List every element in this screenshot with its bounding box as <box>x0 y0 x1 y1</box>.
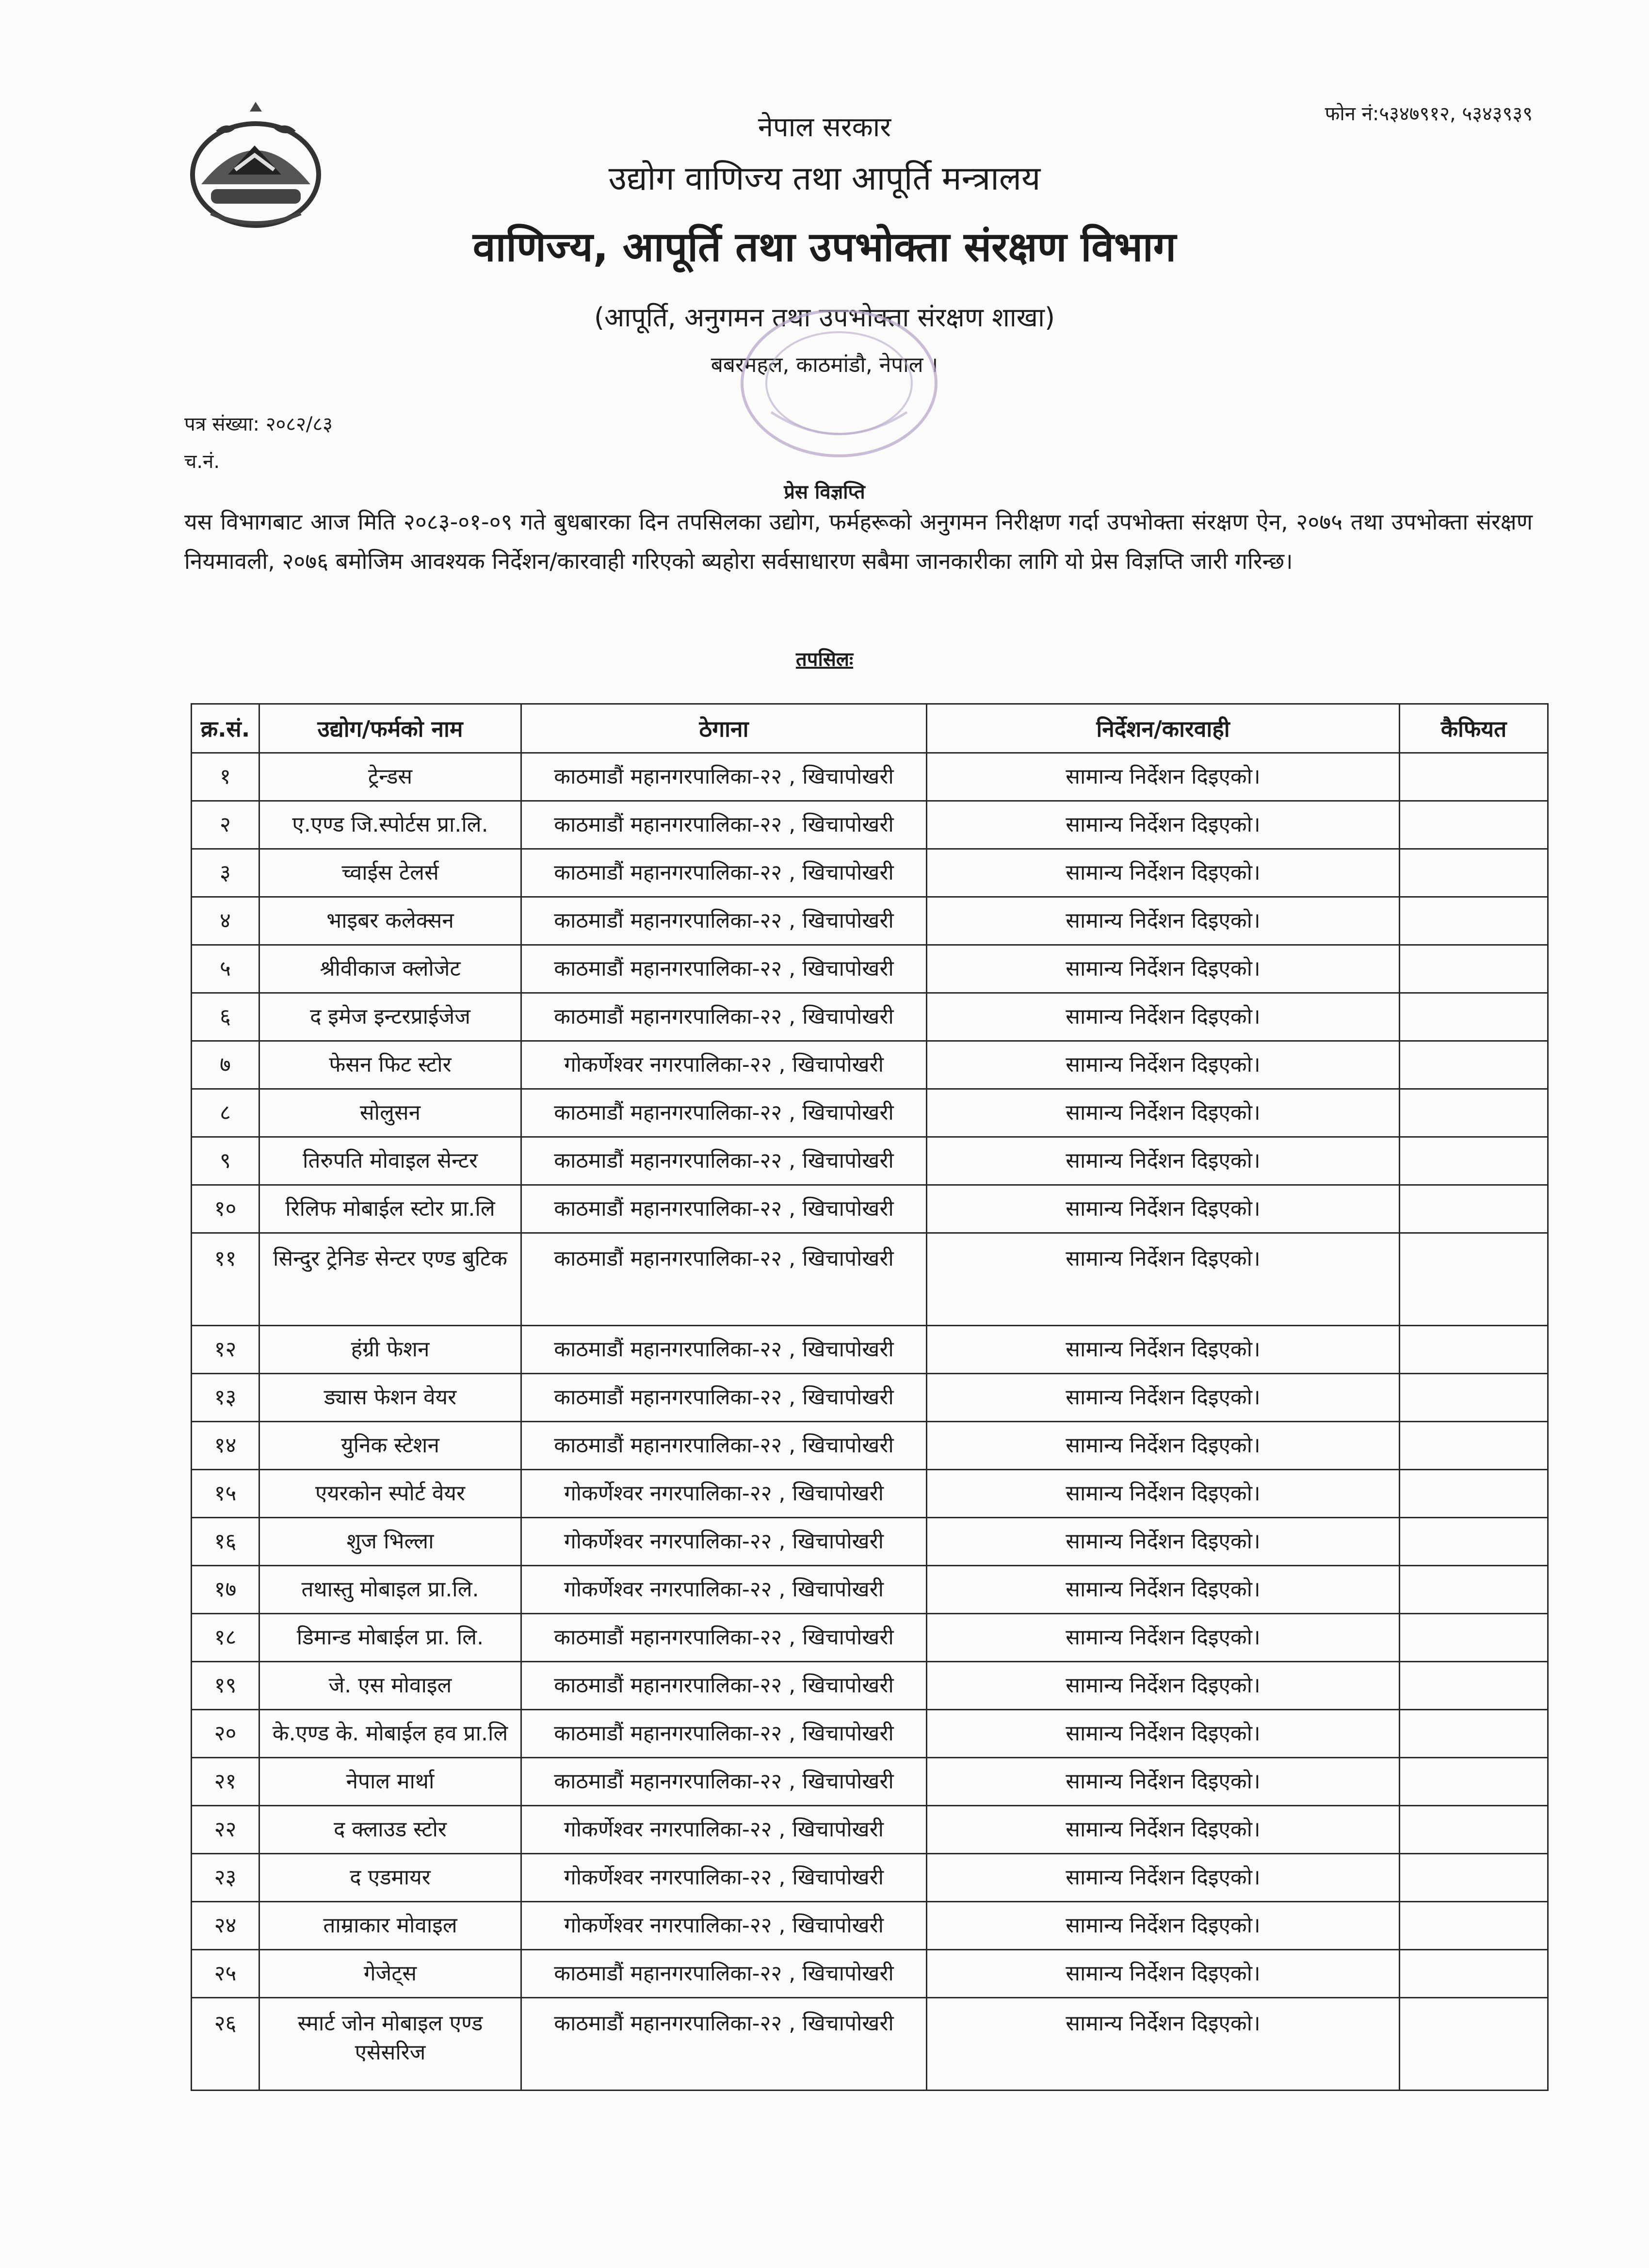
cell-firm-name: शुज भिल्ला <box>259 1518 521 1566</box>
cell-address: काठमाडौं महानगरपालिका-२२ , खिचापोखरी <box>521 1710 927 1758</box>
table-row <box>192 753 1548 801</box>
cell-firm-name: द क्लाउड स्टोर <box>259 1806 521 1854</box>
header-address: ठेगाना <box>521 704 927 753</box>
cell-firm-name: रिलिफ मोबाईल स्टोर प्रा.लि <box>259 1185 521 1233</box>
cell-remarks <box>1400 1041 1548 1089</box>
cell-serial: १७ <box>192 1566 259 1614</box>
table-row <box>192 1089 1548 1137</box>
cell-address: काठमाडौं महानगरपालिका-२२ , खिचापोखरी <box>521 1137 927 1185</box>
cell-remarks <box>1400 945 1548 993</box>
cell-serial: ८ <box>192 1089 259 1137</box>
table-row <box>192 1950 1548 1998</box>
table-row <box>192 897 1548 945</box>
cell-serial: २३ <box>192 1854 259 1902</box>
cell-action: सामान्य निर्देशन दिइएको। <box>927 1662 1400 1710</box>
cell-firm-name: ट्रेन्डस <box>259 753 521 801</box>
cell-action: सामान्य निर्देशन दिइएको। <box>927 753 1400 801</box>
cell-serial: २ <box>192 801 259 849</box>
table-header-row <box>192 704 1548 753</box>
cell-serial: ९ <box>192 1137 259 1185</box>
cell-remarks <box>1400 1758 1548 1806</box>
cell-firm-name: द एडमायर <box>259 1854 521 1902</box>
cell-firm-name: एयरकोन स्पोर्ट वेयर <box>259 1470 521 1518</box>
cell-remarks <box>1400 753 1548 801</box>
cell-action: सामान्य निर्देशन दिइएको। <box>927 1326 1400 1374</box>
cell-serial: २६ <box>192 1998 259 2091</box>
table-row <box>192 945 1548 993</box>
cell-address: काठमाडौं महानगरपालिका-२२ , खिचापोखरी <box>521 1950 927 1998</box>
cell-serial: १८ <box>192 1614 259 1662</box>
cell-firm-name: ड्यास फेशन वेयर <box>259 1374 521 1422</box>
schedule-heading: तपसिलः <box>795 648 854 671</box>
cell-firm-name: सोलुसन <box>259 1089 521 1137</box>
government-name: नेपाल सरकार <box>758 112 891 143</box>
cell-action: सामान्य निर्देशन दिइएको। <box>927 945 1400 993</box>
table-row <box>192 1566 1548 1614</box>
cell-action: सामान्य निर्देशन दिइएको। <box>927 1902 1400 1950</box>
cell-remarks <box>1400 1998 1548 2091</box>
ministry-name: उद्योग वाणिज्य तथा आपूर्ति मन्त्रालय <box>608 160 1041 198</box>
cell-remarks <box>1400 849 1548 897</box>
office-location: बबरमहल, काठमांडौ, नेपाल । <box>711 353 938 377</box>
cell-address: गोकर्णेश्वर नगरपालिका-२२ , खिचापोखरी <box>521 1518 927 1566</box>
cell-action: सामान्य निर्देशन दिइएको। <box>927 1233 1400 1326</box>
cell-firm-name: सिन्दुर ट्रेनिङ सेन्टर एण्ड बुटिक <box>259 1233 521 1326</box>
table-row <box>192 1518 1548 1566</box>
cell-address: काठमाडौं महानगरपालिका-२२ , खिचापोखरी <box>521 993 927 1041</box>
cell-serial: ११ <box>192 1233 259 1326</box>
cell-action: सामान्य निर्देशन दिइएको। <box>927 1950 1400 1998</box>
cell-serial: ६ <box>192 993 259 1041</box>
cell-address: गोकर्णेश्वर नगरपालिका-२२ , खिचापोखरी <box>521 1806 927 1854</box>
cell-remarks <box>1400 1518 1548 1566</box>
cell-firm-name: ए.एण्ड जि.स्पोर्टस प्रा.लि. <box>259 801 521 849</box>
cell-remarks <box>1400 1089 1548 1137</box>
cell-action: सामान्य निर्देशन दिइएको। <box>927 849 1400 897</box>
cell-address: काठमाडौं महानगरपालिका-२२ , खिचापोखरी <box>521 1758 927 1806</box>
cell-action: सामान्य निर्देशन दिइएको। <box>927 1374 1400 1422</box>
cell-remarks <box>1400 1326 1548 1374</box>
cell-remarks <box>1400 1902 1548 1950</box>
cell-action: सामान्य निर्देशन दिइएको। <box>927 1758 1400 1806</box>
cell-action: सामान्य निर्देशन दिइएको। <box>927 1566 1400 1614</box>
cell-action: सामान्य निर्देशन दिइएको। <box>927 993 1400 1041</box>
table-row <box>192 993 1548 1041</box>
cell-address: काठमाडौं महानगरपालिका-२२ , खिचापोखरी <box>521 849 927 897</box>
phone-number: फोन नं:५३४७९१२, ५३४३९३९ <box>1325 103 1533 125</box>
table-row <box>192 1326 1548 1374</box>
table-row <box>192 1374 1548 1422</box>
cell-serial: १२ <box>192 1326 259 1374</box>
cell-firm-name: श्रीवीकाज क्लोजेट <box>259 945 521 993</box>
cell-action: सामान्य निर्देशन दिइएको। <box>927 1470 1400 1518</box>
cell-action: सामान्य निर्देशन दिइएको। <box>927 1518 1400 1566</box>
cell-remarks <box>1400 1422 1548 1470</box>
table-row <box>192 1806 1548 1854</box>
department-name: वाणिज्य, आपूर्ति तथा उपभोक्ता संरक्षण विभाग <box>472 223 1177 271</box>
table-row <box>192 1998 1548 2091</box>
cell-address: गोकर्णेश्वर नगरपालिका-२२ , खिचापोखरी <box>521 1041 927 1089</box>
government-emblem-icon <box>182 102 330 240</box>
cell-firm-name: के.एण्ड के. मोबाईल हव प्रा.लि <box>259 1710 521 1758</box>
table-row <box>192 1137 1548 1185</box>
cell-remarks <box>1400 1614 1548 1662</box>
cell-address: गोकर्णेश्वर नगरपालिका-२२ , खिचापोखरी <box>521 1566 927 1614</box>
cell-address: काठमाडौं महानगरपालिका-२२ , खिचापोखरी <box>521 1089 927 1137</box>
cell-firm-name: फेसन फिट स्टोर <box>259 1041 521 1089</box>
cell-address: गोकर्णेश्वर नगरपालिका-२२ , खिचापोखरी <box>521 1470 927 1518</box>
cell-remarks <box>1400 1950 1548 1998</box>
table-row <box>192 1470 1548 1518</box>
cell-serial: १९ <box>192 1662 259 1710</box>
cell-address: काठमाडौं महानगरपालिका-२२ , खिचापोखरी <box>521 1233 927 1326</box>
cell-firm-name: तिरुपति मोवाइल सेन्टर <box>259 1137 521 1185</box>
branch-name: (आपूर्ति, अनुगमन तथा उपभोक्ता संरक्षण शाखा) <box>594 302 1055 333</box>
cell-firm-name: द इमेज इन्टरप्राईजेज <box>259 993 521 1041</box>
cell-remarks <box>1400 1233 1548 1326</box>
cell-action: सामान्य निर्देशन दिइएको। <box>927 1185 1400 1233</box>
cell-serial: ५ <box>192 945 259 993</box>
cell-action: सामान्य निर्देशन दिइएको। <box>927 1614 1400 1662</box>
table-row <box>192 1233 1548 1326</box>
cell-firm-name: हंग्री फेशन <box>259 1326 521 1374</box>
cell-serial: ३ <box>192 849 259 897</box>
cell-action: सामान्य निर्देशन दिइएको। <box>927 801 1400 849</box>
cell-remarks <box>1400 1662 1548 1710</box>
table-row <box>192 1710 1548 1758</box>
cell-firm-name: युनिक स्टेशन <box>259 1422 521 1470</box>
cell-action: सामान्य निर्देशन दिइएको। <box>927 1806 1400 1854</box>
cell-serial: २१ <box>192 1758 259 1806</box>
cell-firm-name: च्वाईस टेलर्स <box>259 849 521 897</box>
cell-address: काठमाडौं महानगरपालिका-२२ , खिचापोखरी <box>521 1185 927 1233</box>
cell-remarks <box>1400 1566 1548 1614</box>
cell-remarks <box>1400 993 1548 1041</box>
cell-firm-name: गेजेट्स <box>259 1950 521 1998</box>
letter-number: पत्र संख्या: २०८२/८३ <box>184 413 333 435</box>
table-row <box>192 1902 1548 1950</box>
inspection-table <box>191 703 1549 2091</box>
cell-serial: १६ <box>192 1518 259 1566</box>
table-row <box>192 1614 1548 1662</box>
cell-firm-name: ताम्राकार मोवाइल <box>259 1902 521 1950</box>
cell-address: काठमाडौं महानगरपालिका-२२ , खिचापोखरी <box>521 897 927 945</box>
cell-serial: २५ <box>192 1950 259 1998</box>
header-serial: क्र.सं. <box>192 704 259 753</box>
table-row <box>192 849 1548 897</box>
cell-serial: २४ <box>192 1902 259 1950</box>
cell-address: काठमाडौं महानगरपालिका-२२ , खिचापोखरी <box>521 1422 927 1470</box>
cell-remarks <box>1400 801 1548 849</box>
cell-serial: २२ <box>192 1806 259 1854</box>
cell-serial: २० <box>192 1710 259 1758</box>
cell-address: काठमाडौं महानगरपालिका-२२ , खिचापोखरी <box>521 1374 927 1422</box>
cell-address: काठमाडौं महानगरपालिका-२२ , खिचापोखरी <box>521 801 927 849</box>
cell-action: सामान्य निर्देशन दिइएको। <box>927 1998 1400 2091</box>
cell-firm-name: जे. एस मोवाइल <box>259 1662 521 1710</box>
cell-address: काठमाडौं महानगरपालिका-२२ , खिचापोखरी <box>521 1326 927 1374</box>
table-row <box>192 1662 1548 1710</box>
cell-remarks <box>1400 897 1548 945</box>
cell-address: काठमाडौं महानगरपालिका-२२ , खिचापोखरी <box>521 1662 927 1710</box>
cell-firm-name: नेपाल मार्था <box>259 1758 521 1806</box>
cell-address: गोकर्णेश्वर नगरपालिका-२२ , खिचापोखरी <box>521 1902 927 1950</box>
cell-action: सामान्य निर्देशन दिइएको। <box>927 1422 1400 1470</box>
cell-remarks <box>1400 1374 1548 1422</box>
cell-remarks <box>1400 1470 1548 1518</box>
table-row <box>192 1041 1548 1089</box>
cell-serial: ७ <box>192 1041 259 1089</box>
cell-remarks <box>1400 1806 1548 1854</box>
cell-serial: १० <box>192 1185 259 1233</box>
cell-action: सामान्य निर्देशन दिइएको। <box>927 1854 1400 1902</box>
cell-address: काठमाडौं महानगरपालिका-२२ , खिचापोखरी <box>521 753 927 801</box>
cell-serial: १४ <box>192 1422 259 1470</box>
cell-serial: १५ <box>192 1470 259 1518</box>
cell-firm-name: स्मार्ट जोन मोबाइल एण्ड एसेसरिज <box>259 1998 521 2091</box>
cell-action: सामान्य निर्देशन दिइएको। <box>927 1137 1400 1185</box>
press-release-title: प्रेस विज्ञप्ति <box>784 481 865 503</box>
cell-address: काठमाडौं महानगरपालिका-२२ , खिचापोखरी <box>521 945 927 993</box>
cell-firm-name: तथास्तु मोबाइल प्रा.लि. <box>259 1566 521 1614</box>
table-row <box>192 1185 1548 1233</box>
header-action: निर्देशन/कारवाही <box>927 704 1400 753</box>
cell-action: सामान्य निर्देशन दिइएको। <box>927 1041 1400 1089</box>
cell-address: काठमाडौं महानगरपालिका-२२ , खिचापोखरी <box>521 1998 927 2091</box>
cell-action: सामान्य निर्देशन दिइएको। <box>927 1710 1400 1758</box>
cell-action: सामान्य निर्देशन दिइएको। <box>927 897 1400 945</box>
table-row <box>192 1854 1548 1902</box>
table-row <box>192 801 1548 849</box>
table-row <box>192 1758 1548 1806</box>
header-remarks: कैफियत <box>1400 704 1548 753</box>
cell-remarks <box>1400 1137 1548 1185</box>
cell-remarks <box>1400 1710 1548 1758</box>
office-stamp-icon <box>728 310 941 475</box>
press-release-body: यस विभागबाट आज मिति २०८३-०१-०९ गते बुधबारका दिन तपसिलका उद्योग, फर्महरूको अनुगमन निरीक्षण गर्दा उपभोक्ता संरक्षण ऐन, २०७५ तथा उपभोक्ता संरक्षण नियमावली, २०७६ बमोजिम आवश्यक निर्देशन/कारवाही गरिएको ब्यहोरा सर्वसाधारण सबैमा जानकारीका लागि यो प्रेस विज्ञप्ति जारी गरिन्छ। <box>184 509 1533 574</box>
table-row <box>192 1422 1548 1470</box>
cell-remarks <box>1400 1854 1548 1902</box>
cell-firm-name: डिमान्ड मोबाईल प्रा. लि. <box>259 1614 521 1662</box>
cell-firm-name: भाइबर कलेक्सन <box>259 897 521 945</box>
header-firm-name: उद्योग/फर्मको नाम <box>259 704 521 753</box>
cell-serial: १ <box>192 753 259 801</box>
cell-address: काठमाडौं महानगरपालिका-२२ , खिचापोखरी <box>521 1614 927 1662</box>
cell-serial: १३ <box>192 1374 259 1422</box>
cell-remarks <box>1400 1185 1548 1233</box>
dispatch-number: च.नं. <box>184 450 220 473</box>
cell-action: सामान्य निर्देशन दिइएको। <box>927 1089 1400 1137</box>
cell-serial: ४ <box>192 897 259 945</box>
cell-address: गोकर्णेश्वर नगरपालिका-२२ , खिचापोखरी <box>521 1854 927 1902</box>
